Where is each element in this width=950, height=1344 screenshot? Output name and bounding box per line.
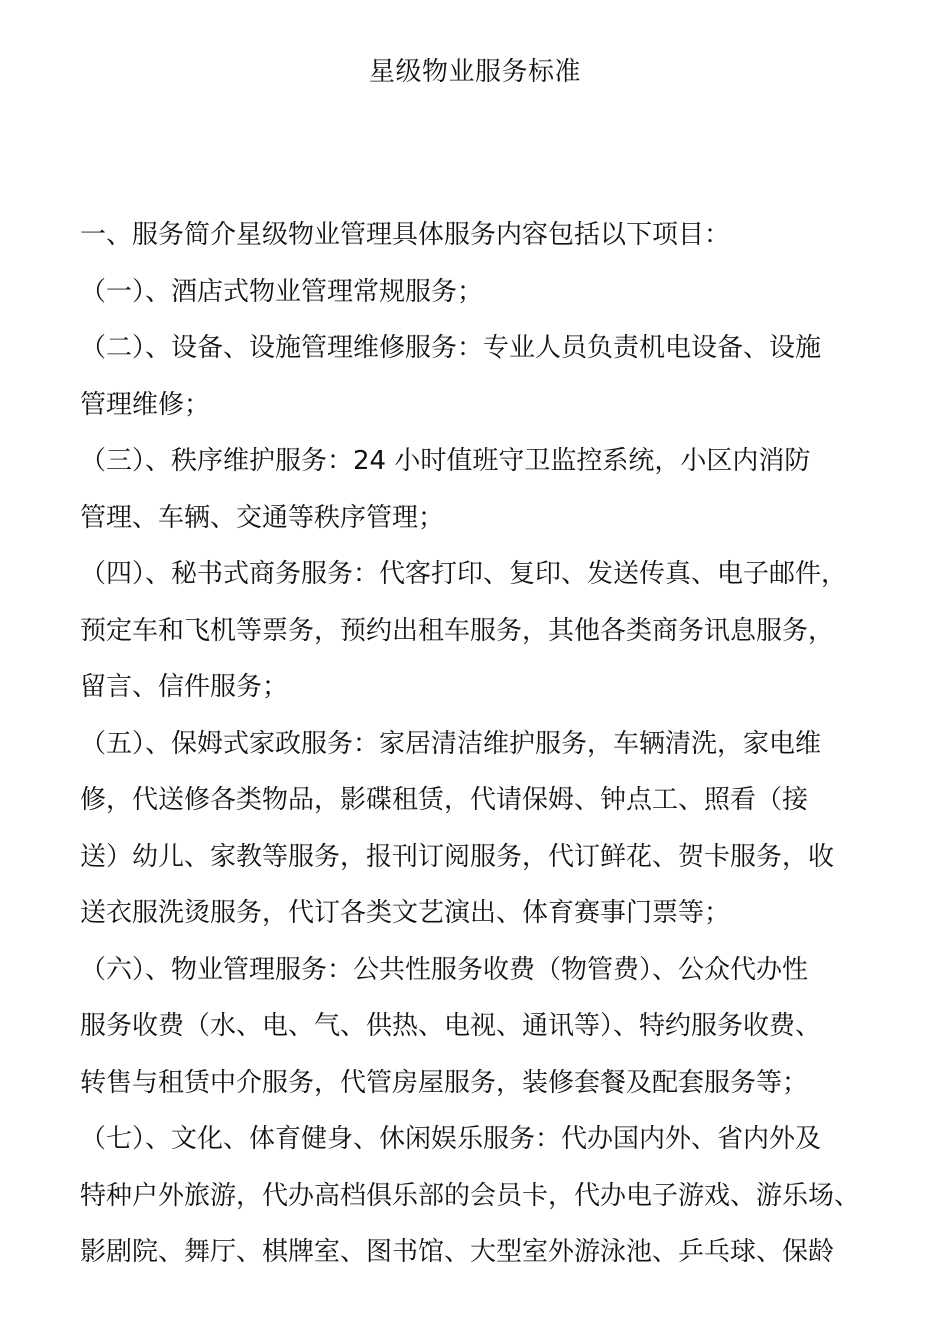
text-line: 转售与租赁中介服务，代管房屋服务，装修套餐及配套服务等；: [80, 1067, 809, 1098]
text-line: （七）、文化、体育健身、休闲娱乐服务：代办国内外、省内外及: [80, 1124, 822, 1154]
text-line: （一）、酒店式物业管理常规服务；: [80, 276, 484, 307]
document-body: [80, 207, 892, 1281]
text-line: （六）、物业管理服务：公共性服务收费（物管费）、公众代办性: [80, 954, 809, 985]
text-line: 服务收费（水、电、气、供热、电视、通讯等）、特约服务收费、: [80, 1011, 822, 1041]
text-line: （三）、秩序维护服务：24 小时值班守卫监控系统，小区内消防: [80, 446, 811, 476]
text-line: （二）、设备、设施管理维修服务：专业人员负责机电设备、设施: [80, 333, 822, 363]
text-line: 留言、信件服务；: [80, 672, 289, 702]
text-line: （四）、秘书式商务服务：代客打印、复印、发送传真、电子邮件，: [80, 559, 848, 589]
text-line: 管理、车辆、交通等秩序管理；: [80, 502, 445, 533]
text-line: （五）、保姆式家政服务：家居清洁维护服务，车辆清洗，家电维: [80, 728, 822, 759]
document-title: 星级物业服务标准: [368, 57, 581, 87]
text-line: 一、服务简介星级物业管理具体服务内容包括以下项目：: [80, 220, 731, 250]
text-line: 管理维修；: [80, 389, 211, 420]
text-line: 送）幼儿、家教等服务，报刊订阅服务，代订鲜花、贺卡服务，收: [80, 841, 835, 872]
text-line: 修，代送修各类物品，影碟租赁，代请保姆、钟点工、照看（接: [80, 785, 809, 815]
text-line: 影剧院、舞厅、棋牌室、图书馆、大型室外游泳池、乒乓球、保龄: [80, 1237, 835, 1267]
text-line: 送衣服洗烫服务，代订各类文艺演出、体育赛事门票等；: [80, 898, 731, 928]
text-line: 特种户外旅游，代办高档俱乐部的会员卡，代办电子游戏、游乐场、: [80, 1180, 861, 1211]
text-line: 预定车和飞机等票务，预约出租车服务，其他各类商务讯息服务，: [80, 615, 835, 646]
